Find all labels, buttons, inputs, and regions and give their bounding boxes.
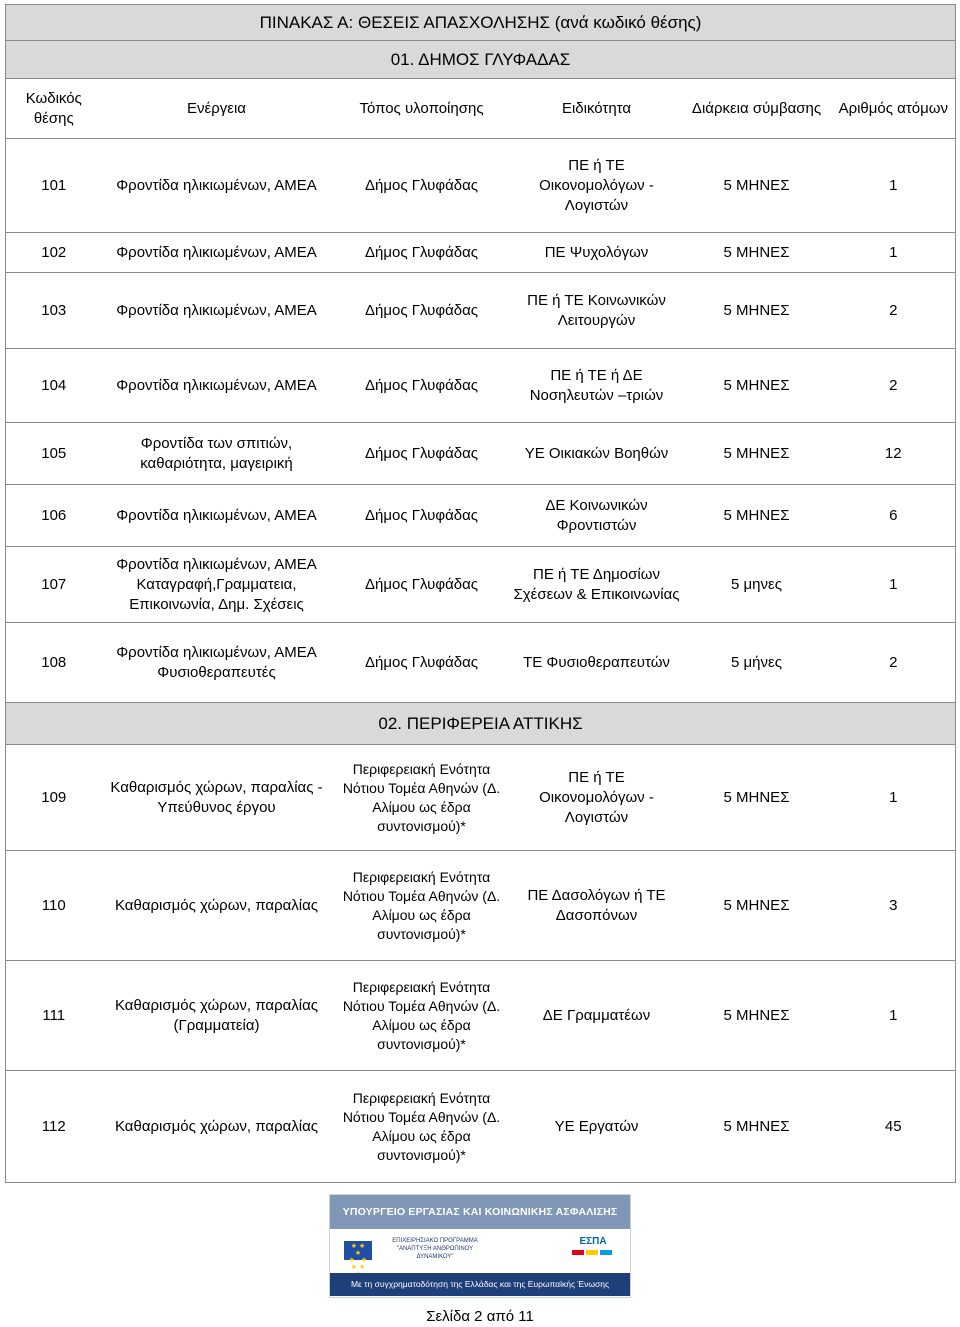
cell-location: Περιφερειακή Ενότητα Νότιου Τομέα Αθηνών (Δ. Αλίμου ως έδρα συντονισμού)* [332, 961, 512, 1071]
cell-count: 2 [832, 273, 956, 349]
table-row [6, 547, 956, 623]
cell-count: 1 [832, 961, 956, 1071]
cell-location: Περιφερειακή Ενότητα Νότιου Τομέα Αθηνών (Δ. Αλίμου ως έδρα συντονισμού)* [332, 851, 512, 961]
cell-location: Περιφερειακή Ενότητα Νότιου Τομέα Αθηνών (Δ. Αλίμου ως έδρα συντονισμού)* [332, 745, 512, 851]
cell-specialty: ΠΕ ή ΤΕ Οικονομολόγων - Λογιστών [512, 745, 682, 851]
cell-specialty: ΔΕ Γραμματέων [512, 961, 682, 1071]
cell-activity: Καθαρισμός χώρων, παραλίας [102, 1071, 332, 1183]
cell-specialty: ΤΕ Φυσιοθεραπευτών [512, 623, 682, 703]
cell-code: 111 [6, 961, 102, 1071]
cell-location: Δήμος Γλυφάδας [332, 623, 512, 703]
cell-count: 1 [832, 139, 956, 233]
table-row [6, 851, 956, 961]
cell-count: 12 [832, 423, 956, 485]
cell-specialty: ΠΕ ή ΤΕ Δημοσίων Σχέσεων & Επικοινωνίας [512, 547, 682, 623]
cell-specialty: ΥΕ Εργατών [512, 1071, 682, 1183]
cell-code: 104 [6, 349, 102, 423]
cell-duration: 5 ΜΗΝΕΣ [682, 423, 832, 485]
cell-location: Δήμος Γλυφάδας [332, 485, 512, 547]
cell-duration: 5 ΜΗΝΕΣ [682, 1071, 832, 1183]
table-row [6, 349, 956, 423]
cell-location: Περιφερειακή Ενότητα Νότιου Τομέα Αθηνών (Δ. Αλίμου ως έδρα συντονισμού)* [332, 1071, 512, 1183]
cell-activity: Φροντίδα ηλικιωμένων, ΑΜΕΑ Καταγραφή,Γραμματεια, Επικοινωνία, Δημ. Σχέσεις [102, 547, 332, 623]
cell-code: 107 [6, 547, 102, 623]
positions-table [5, 4, 956, 1183]
cell-specialty: ΠΕ ή ΤΕ Οικονομολόγων - Λογιστών [512, 139, 682, 233]
cell-duration: 5 ΜΗΝΕΣ [682, 851, 832, 961]
table-row [6, 423, 956, 485]
table-row [6, 1071, 956, 1183]
cell-specialty: ΔΕ Κοινωνικών Φροντιστών [512, 485, 682, 547]
cell-specialty: ΥΕ Οικιακών Βοηθών [512, 423, 682, 485]
table-row [6, 233, 956, 273]
cell-location: Δήμος Γλυφάδας [332, 423, 512, 485]
header-location: Τόπος υλοποίησης [332, 79, 512, 139]
cell-count: 1 [832, 547, 956, 623]
table-row [6, 961, 956, 1071]
table-row [6, 745, 956, 851]
cell-activity: Καθαρισμός χώρων, παραλίας (Γραμματεία) [102, 961, 332, 1071]
cell-activity: Φροντίδα των σπιτιών, καθαριότητα, μαγειρική [102, 423, 332, 485]
cell-activity: Φροντίδα ηλικιωμένων, ΑΜΕΑ [102, 485, 332, 547]
cell-location: Δήμος Γλυφάδας [332, 273, 512, 349]
cell-activity: Φροντίδα ηλικιωμένων, ΑΜΕΑ [102, 139, 332, 233]
logo-ministry-title: ΥΠΟΥΡΓΕΙΟ ΕΡΓΑΣΙΑΣ ΚΑΙ ΚΟΙΝΩΝΙΚΗΣ ΑΣΦΑΛΙΣΗΣ [330, 1195, 630, 1229]
cell-activity: Φροντίδα ηλικιωμένων, ΑΜΕΑ Φυσιοθεραπευτές [102, 623, 332, 703]
cell-duration: 5 ΜΗΝΕΣ [682, 273, 832, 349]
logo-cofunding-text: Με τη συγχρηματοδότηση της Ελλάδας και της Ευρωπαϊκής Ένωσης [330, 1273, 630, 1296]
table-row [6, 273, 956, 349]
cell-location: Δήμος Γλυφάδας [332, 139, 512, 233]
cell-code: 110 [6, 851, 102, 961]
header-row [6, 79, 956, 139]
espa-label: ΕΣΠΑ [579, 1236, 607, 1247]
cell-code: 109 [6, 745, 102, 851]
cell-activity: Καθαρισμός χώρων, παραλίας [102, 851, 332, 961]
cell-specialty: ΠΕ ή ΤΕ ή ΔΕ Νοσηλευτών –τριών [512, 349, 682, 423]
cell-count: 2 [832, 623, 956, 703]
section-title: 02. ΠΕΡΙΦΕΡΕΙΑ ΑΤΤΙΚΗΣ [6, 703, 956, 745]
logo-program-name: ΕΠΙΧΕΙΡΗΣΙΑΚΟ ΠΡΟΓΡΑΜΜΑ "ΑΝΑΠΤΥΞΗ ΑΝΘΡΩΠΙΝΟΥ ΔΥΝΑΜΙΚΟΥ" [392, 1238, 478, 1260]
cell-location: Δήμος Γλυφάδας [332, 349, 512, 423]
cell-code: 106 [6, 485, 102, 547]
cell-count: 2 [832, 349, 956, 423]
cell-activity: Καθαρισμός χώρων, παραλίας - Υπεύθυνος έργου [102, 745, 332, 851]
section-title: 01. ΔΗΜΟΣ ΓΛΥΦΑΔΑΣ [6, 41, 956, 79]
cell-duration: 5 ΜΗΝΕΣ [682, 233, 832, 273]
cell-activity: Φροντίδα ηλικιωμένων, ΑΜΕΑ [102, 273, 332, 349]
cell-code: 103 [6, 273, 102, 349]
cell-code: 102 [6, 233, 102, 273]
cell-code: 105 [6, 423, 102, 485]
header-code: Κωδικός θέσης [6, 79, 102, 139]
cell-location: Δήμος Γλυφάδας [332, 547, 512, 623]
table-row [6, 485, 956, 547]
cell-duration: 5 ΜΗΝΕΣ [682, 961, 832, 1071]
cell-duration: 5 ΜΗΝΕΣ [682, 349, 832, 423]
cell-count: 1 [832, 745, 956, 851]
program-logo [329, 1194, 631, 1298]
cell-location: Δήμος Γλυφάδας [332, 233, 512, 273]
cell-count: 3 [832, 851, 956, 961]
table-row [6, 139, 956, 233]
cell-duration: 5 ΜΗΝΕΣ [682, 139, 832, 233]
cell-count: 45 [832, 1071, 956, 1183]
cell-activity: Φροντίδα ηλικιωμένων, ΑΜΕΑ [102, 349, 332, 423]
page-number: Σελίδα 2 από 11 [426, 1308, 534, 1325]
header-duration: Διάρκεια σύμβασης [682, 79, 832, 139]
cell-duration: 5 μήνες [682, 623, 832, 703]
eu-flag-icon: ★ ★ ★ ★ ★ ★ ★ [344, 1241, 372, 1260]
cell-activity: Φροντίδα ηλικιωμένων, ΑΜΕΑ [102, 233, 332, 273]
cell-duration: 5 μηνες [682, 547, 832, 623]
header-specialty: Ειδικότητα [512, 79, 682, 139]
cell-count: 1 [832, 233, 956, 273]
cell-duration: 5 ΜΗΝΕΣ [682, 485, 832, 547]
header-count: Αριθμός ατόμων [832, 79, 956, 139]
table-row [6, 623, 956, 703]
espa-logo [570, 1236, 616, 1266]
cell-code: 101 [6, 139, 102, 233]
header-activity: Ενέργεια [102, 79, 332, 139]
cell-duration: 5 ΜΗΝΕΣ [682, 745, 832, 851]
cell-specialty: ΠΕ ή ΤΕ Κοινωνικών Λειτουργών [512, 273, 682, 349]
cell-specialty: ΠΕ Ψυχολόγων [512, 233, 682, 273]
cell-code: 108 [6, 623, 102, 703]
cell-code: 112 [6, 1071, 102, 1183]
table-title: ΠΙΝΑΚΑΣ Α: ΘΕΣΕΙΣ ΑΠΑΣΧΟΛΗΣΗΣ (ανά κωδικό θέσης) [6, 5, 956, 41]
cell-specialty: ΠΕ Δασολόγων ή ΤΕ Δασοπόνων [512, 851, 682, 961]
cell-count: 6 [832, 485, 956, 547]
